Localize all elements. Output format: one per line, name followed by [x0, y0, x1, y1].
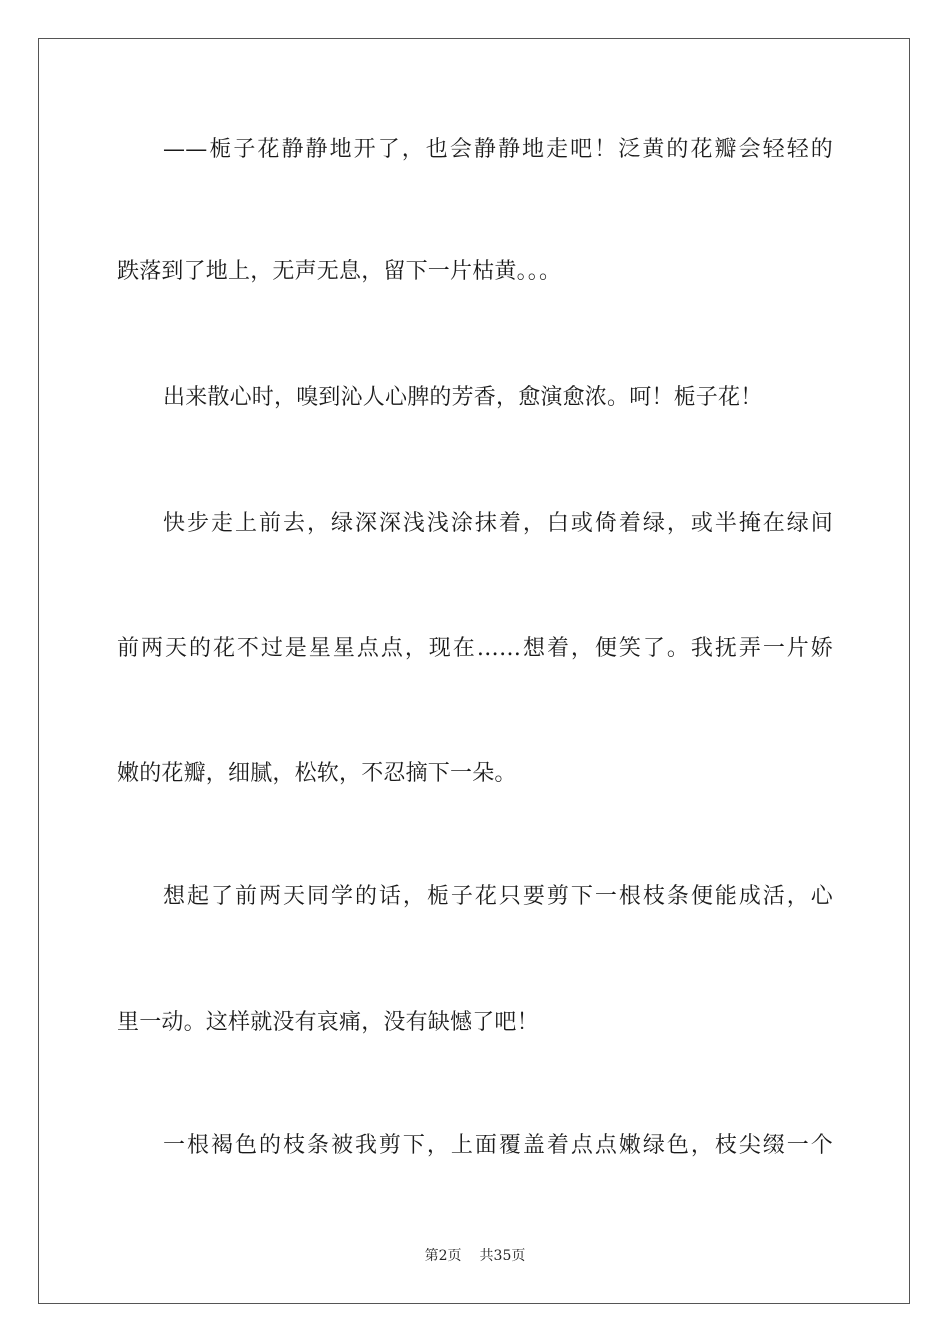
text-line: 跌落到了地上，无声无息，留下一片枯黄。。。	[117, 259, 562, 284]
page-number: 第2页	[424, 1248, 462, 1264]
text-line: 出来散心时，嗅到沁人心脾的芳香，愈演愈浓。呵！栀子花！	[163, 385, 763, 410]
text-line: 里一动。这样就没有哀痛，没有缺憾了吧！	[117, 1010, 539, 1035]
text-line: 前两天的花不过是星星点点，现在……想着，便笑了。我抚弄一片娇	[117, 636, 833, 661]
text-line: 快步走上前去，绿深深浅浅涂抹着，白或倚着绿，或半掩在绿间	[163, 511, 833, 536]
page-footer	[0, 1246, 950, 1266]
page-border	[38, 38, 910, 1304]
text-line: ——栀子花静静地开了，也会静静地走吧！泛黄的花瓣会轻轻的	[163, 137, 833, 162]
text-line: 想起了前两天同学的话，栀子花只要剪下一根枝条便能成活，心	[163, 884, 833, 909]
page-total: 共35页	[479, 1248, 526, 1264]
text-line: 一根褐色的枝条被我剪下，上面覆盖着点点嫩绿色，枝尖缀一个	[163, 1133, 833, 1158]
text-line: 嫩的花瓣，细腻，松软，不忍摘下一朵。	[117, 761, 517, 786]
